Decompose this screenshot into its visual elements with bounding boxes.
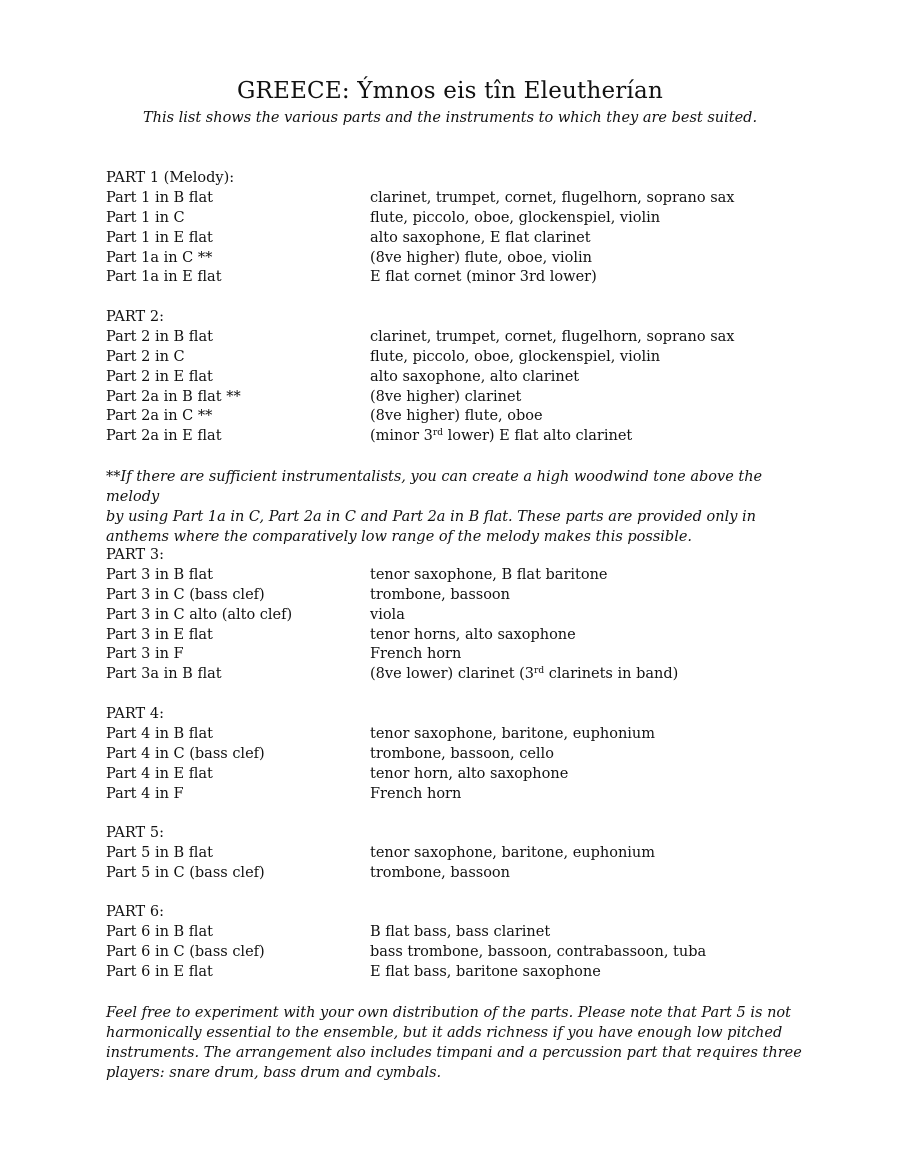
instrument-list: B flat bass, bass clarinet (370, 923, 551, 940)
table-row (106, 407, 806, 427)
instrument-list: tenor saxophone, baritone, euphonium (370, 844, 656, 861)
table-row (106, 249, 806, 269)
section-header: PART 1 (Melody): (106, 170, 235, 186)
instrument-list: alto saxophone, E flat clarinet (370, 229, 591, 246)
section-part-1 (106, 169, 806, 288)
instrument-list: (8ve lower) clarinet (3rd clarinets in band) (370, 666, 679, 683)
part-name: Part 1a in C ** (106, 249, 213, 266)
part-name: Part 4 in C (bass clef) (106, 745, 265, 762)
table-row (106, 745, 806, 765)
part-name: Part 4 in E flat (106, 765, 213, 782)
section-part-2 (106, 308, 806, 447)
part-name: Part 3a in B flat (106, 666, 222, 683)
part-name: Part 5 in C (bass clef) (106, 864, 265, 881)
table-row (106, 328, 806, 348)
part-name: Part 1 in E flat (106, 229, 213, 246)
part-name: Part 3 in F (106, 646, 184, 663)
section-part-4 (106, 705, 806, 804)
table-row (106, 943, 806, 963)
part-name: Part 4 in F (106, 785, 184, 802)
table-row (106, 645, 806, 665)
part-name: Part 2a in C ** (106, 408, 213, 425)
part-name: Part 1a in E flat (106, 269, 222, 286)
table-row (106, 229, 806, 249)
part-name: Part 2 in E flat (106, 368, 213, 385)
closing-note: Feel free to experiment with your own distribution of the parts. Please note that Part 5 is not harmonically essential to the ensemble, but it adds richness if you have enough low pitched instruments. The arrangement also includes timpani and a percussion part that requires three players: snare drum, bass drum and cymbals. (106, 1005, 802, 1081)
section-part-3 (106, 546, 806, 685)
instrument-list: bass trombone, bassoon, contrabassoon, tuba (370, 943, 707, 960)
part-name: Part 4 in B flat (106, 725, 213, 742)
table-row (106, 209, 806, 229)
table-row (106, 785, 806, 805)
instrument-list: tenor saxophone, baritone, euphonium (370, 725, 656, 742)
section-header: PART 3: (106, 547, 164, 563)
woodwind-note: **If there are sufficient instrumentalists, you can create a high woodwind tone above the melody by using Part 1a in C, Part 2a in C and Part 2a in B flat. These parts are provided only in anthems where the comparatively low range of the melody makes this possible. (106, 469, 763, 545)
instrument-list: French horn (370, 646, 462, 663)
instrument-list: tenor saxophone, B flat baritone (370, 566, 608, 583)
section-part-6 (106, 903, 806, 983)
table-row (106, 725, 806, 745)
instrument-list: trombone, bassoon (370, 864, 510, 881)
section-part-5 (106, 824, 806, 884)
instrument-list: E flat bass, baritone saxophone (370, 963, 601, 980)
instrument-list: flute, piccolo, oboe, glockenspiel, violin (370, 348, 661, 365)
table-row (106, 923, 806, 943)
part-name: Part 6 in E flat (106, 963, 213, 980)
part-name: Part 3 in B flat (106, 566, 213, 583)
instrument-list: French horn (370, 785, 462, 802)
instrument-list: flute, piccolo, oboe, glockenspiel, violin (370, 209, 661, 226)
part-name: Part 3 in C alto (alto clef) (106, 606, 293, 623)
table-row (106, 427, 806, 447)
instrument-list: (8ve higher) clarinet (370, 388, 522, 405)
page-title: GREECE: Ýmnos eis tîn Eleutherían (236, 78, 663, 104)
instrument-list: (8ve higher) flute, oboe, violin (370, 249, 592, 266)
instrument-list: tenor horn, alto saxophone (370, 765, 569, 782)
instrument-list: (minor 3rd lower) E flat alto clarinet (370, 428, 633, 445)
table-row (106, 368, 806, 388)
part-name: Part 5 in B flat (106, 844, 213, 861)
table-row (106, 864, 806, 884)
section-header: PART 6: (106, 904, 164, 920)
instrument-list: trombone, bassoon (370, 586, 510, 603)
table-row (106, 765, 806, 785)
instrument-list: (8ve higher) flute, oboe (370, 408, 543, 425)
instrument-list: clarinet, trumpet, cornet, flugelhorn, soprano sax (370, 328, 735, 345)
instrument-list: viola (370, 606, 405, 623)
instrument-list: tenor horns, alto saxophone (370, 626, 576, 643)
part-name: Part 1 in C (106, 209, 185, 226)
part-name: Part 3 in E flat (106, 626, 213, 643)
table-row (106, 348, 806, 368)
table-row (106, 844, 806, 864)
table-row (106, 963, 806, 983)
table-row (106, 189, 806, 209)
instrument-list: clarinet, trumpet, cornet, flugelhorn, soprano sax (370, 189, 735, 206)
section-header: PART 4: (106, 706, 164, 722)
part-name: Part 2 in B flat (106, 328, 213, 345)
page-subtitle: This list shows the various parts and the instruments to which they are best suited. (142, 110, 758, 126)
part-name: Part 1 in B flat (106, 189, 213, 206)
table-row (106, 268, 806, 288)
table-row (106, 606, 806, 626)
table-row (106, 586, 806, 606)
instrument-list: alto saxophone, alto clarinet (370, 368, 580, 385)
table-row (106, 566, 806, 586)
part-name: Part 2a in E flat (106, 428, 222, 445)
instrument-list: trombone, bassoon, cello (370, 745, 554, 762)
part-name: Part 2a in B flat ** (106, 388, 241, 405)
section-header: PART 2: (106, 309, 164, 325)
table-row (106, 626, 806, 646)
table-row (106, 665, 806, 685)
part-name: Part 6 in C (bass clef) (106, 943, 265, 960)
part-name: Part 6 in B flat (106, 923, 213, 940)
part-name: Part 2 in C (106, 348, 185, 365)
instrument-list: E flat cornet (minor 3rd lower) (370, 269, 597, 286)
part-name: Part 3 in C (bass clef) (106, 586, 265, 603)
section-header: PART 5: (106, 825, 164, 841)
table-row (106, 388, 806, 408)
